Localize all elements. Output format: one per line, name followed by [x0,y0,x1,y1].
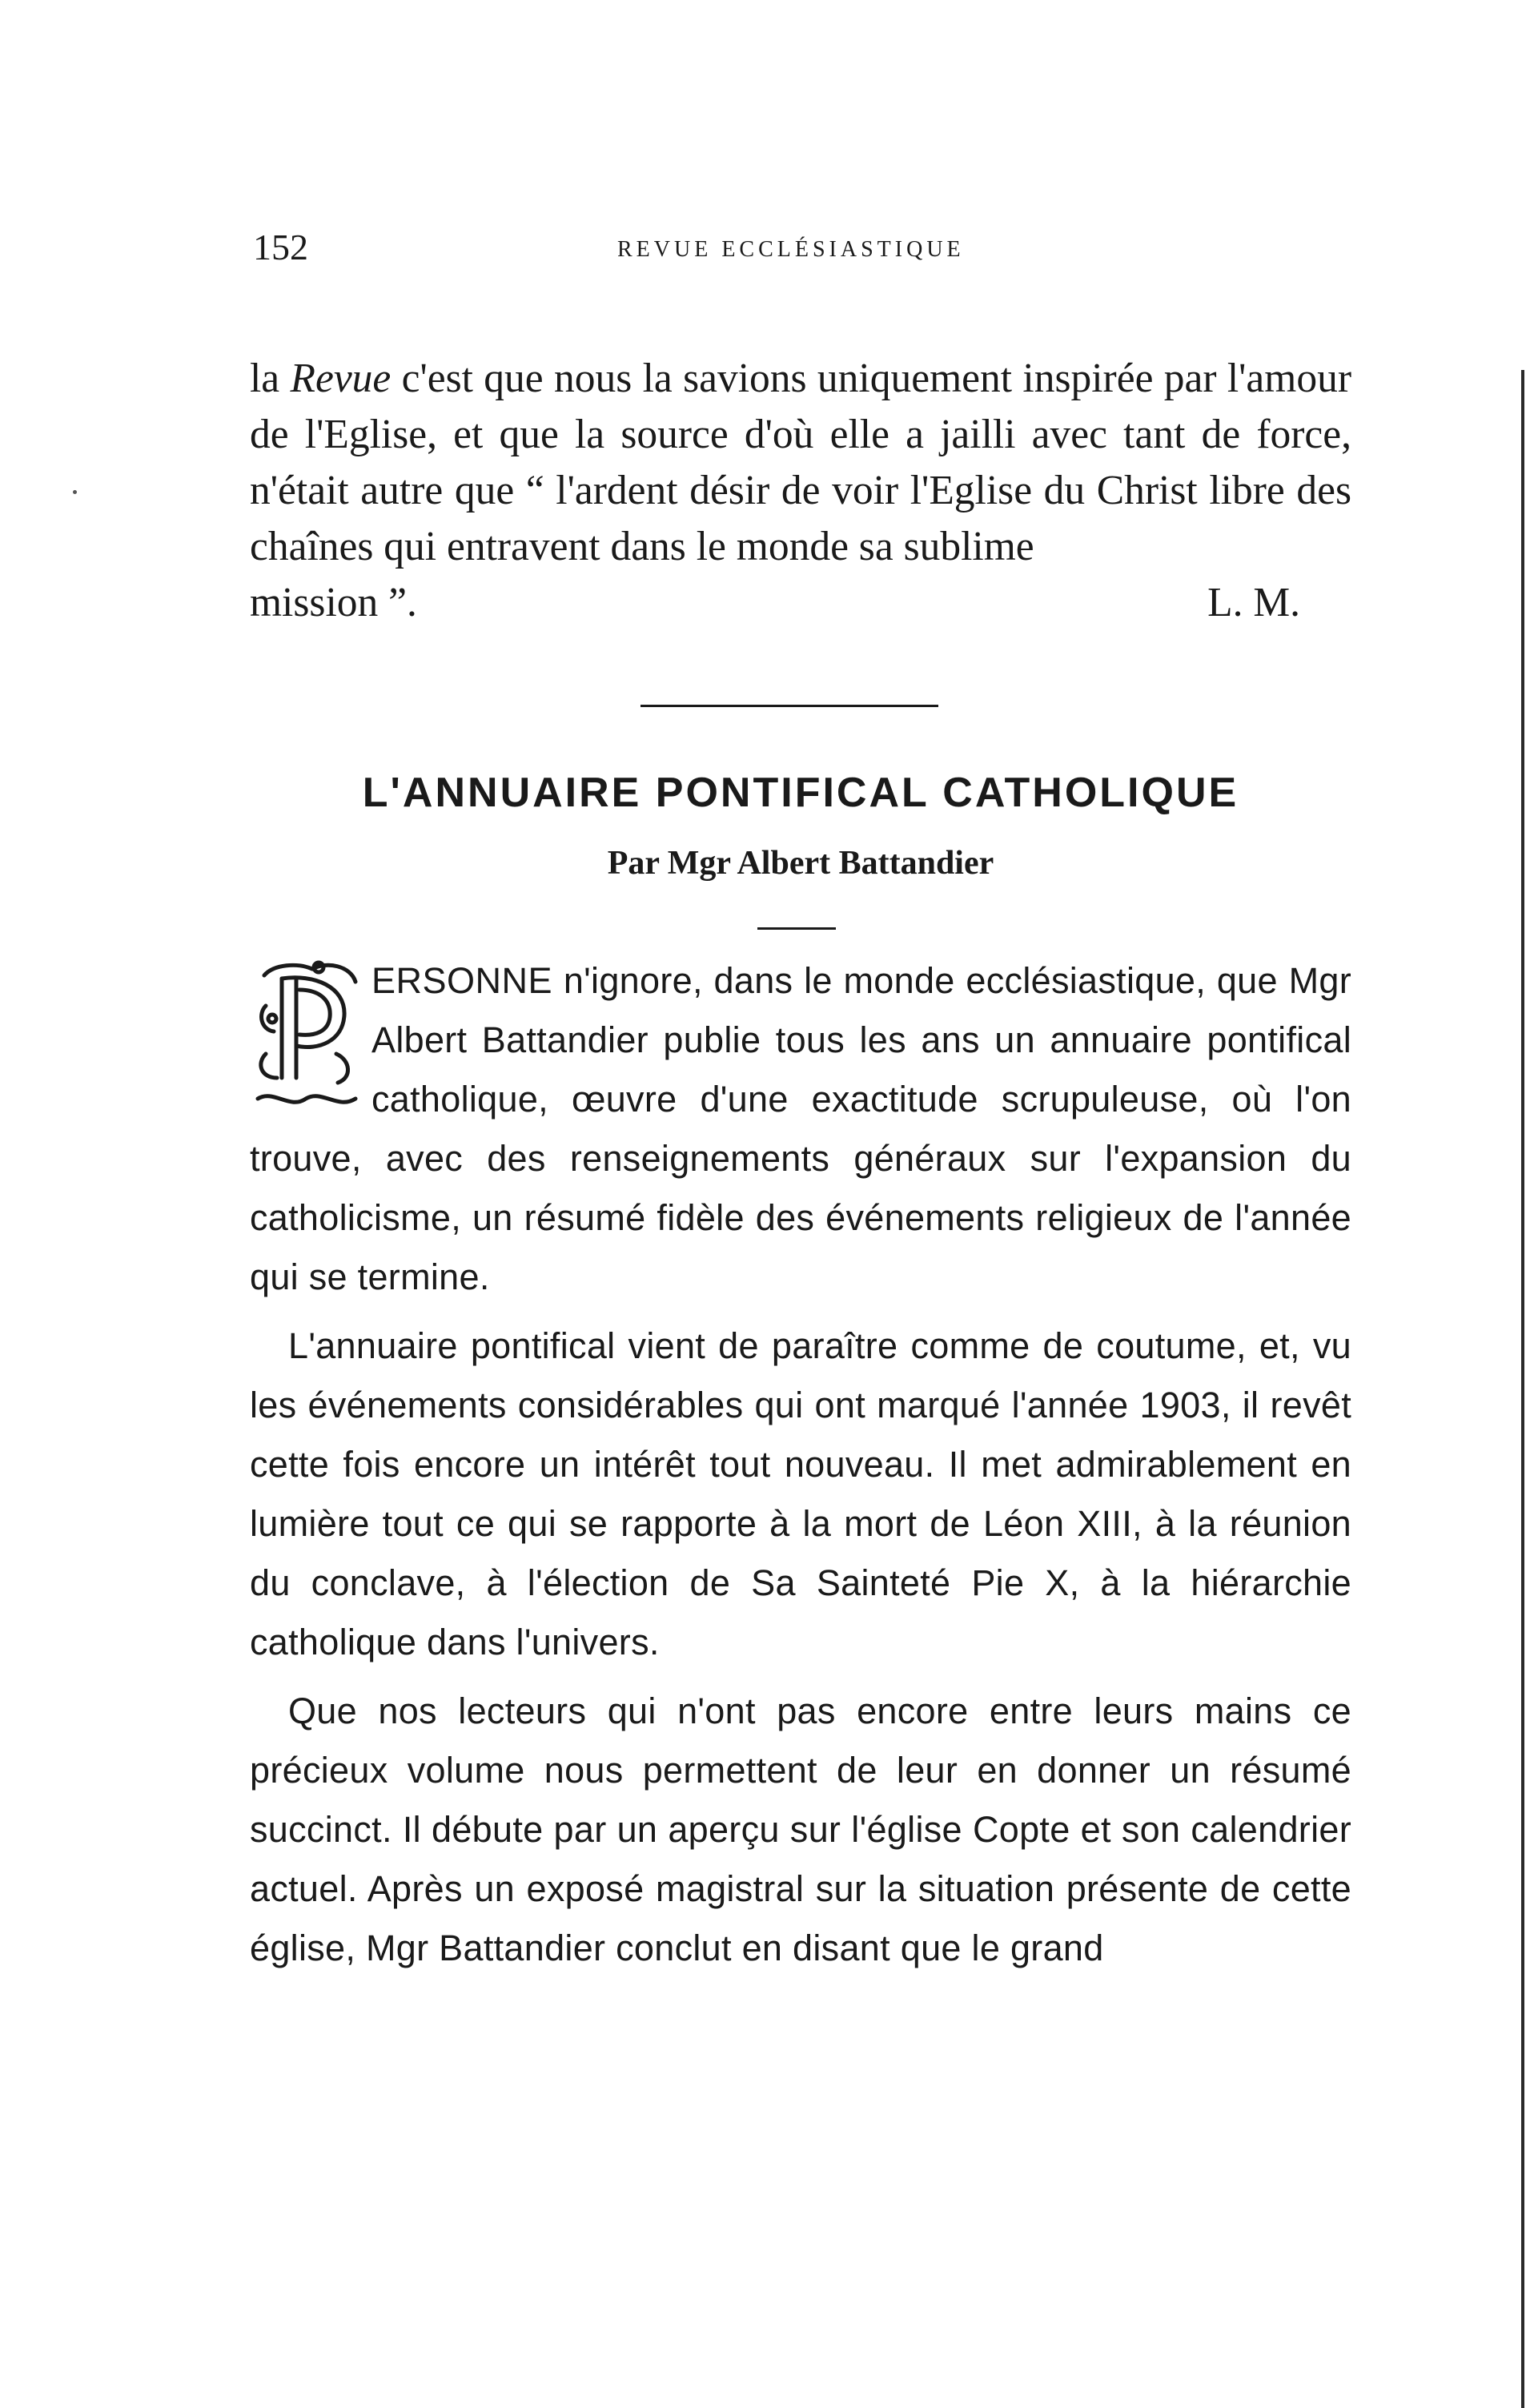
intro-body: c'est que nous la savions uniquement inspirée par l'amour de l'Eglise, et que la source d'où elle a jailli avec tant de force, n'était autre que “ l'ardent désir de voir l'Eglise du Christ libre des chaînes qui entravent dans le monde sa sublime [250,356,1351,569]
first-word-rest: ERSONNE [371,960,553,1001]
page-edge-line [1521,370,1524,2408]
intro-paragraph [250,351,1351,631]
article-byline: Par Mgr Albert Battandier [607,845,994,882]
running-head [253,226,1350,274]
intro-text [250,351,1351,575]
journal-title: REVUE ECCLÉSIASTIQUE [617,237,965,262]
margin-speck [73,490,77,494]
article-body [250,951,1351,1988]
intro-lead: la [250,356,280,401]
signature: L. M. [1207,580,1300,625]
section-divider [640,705,938,707]
intro-signed-line [250,575,1351,631]
paragraph-1-text: n'ignore, dans le monde ecclésiastique, que Mgr Albert Battandier publie tous les ans un annuaire pontifical catholique, œuvre d'une exactitude scrupuleuse, où l'on trouve, avec des renseignements généraux sur l'expansion du catholicisme, un résumé fidèle des événements religieux de l'année qui se termine. [250,960,1351,1297]
intro-italic-word: Revue [290,356,392,401]
title-divider [757,927,836,930]
article-title: L'ANNUAIRE PONTIFICAL CATHOLIQUE [362,770,1239,816]
intro-last-line: mission ”. [250,580,417,625]
paragraph-3: Que nos lecteurs qui n'ont pas encore entre leurs mains ce précieux volume nous permettent de leur en donner un résumé succinct. Il débute par un aperçu sur l'église Copte et son calendrier actuel. Après un exposé magistral sur la situation présente de cette église, Mgr Battandier conclut en disant que le grand [250,1690,1351,1968]
paragraph-1 [250,951,1351,1307]
paragraph-2: L'annuaire pontifical vient de paraître comme de coutume, et, vu les événements considérables qui ont marqué l'année 1903, il revêt cette fois encore un intérêt tout nouveau. Il met admirablement en lumière tout ce qui se rapporte à la mort de Léon XIII, à la réunion du conclave, à l'élection de Sa Sainteté Pie X, à la hiérarchie catholique dans l'univers. [250,1325,1351,1662]
page-number: 152 [253,227,308,267]
ornamental-letter-p-icon [250,958,363,1116]
